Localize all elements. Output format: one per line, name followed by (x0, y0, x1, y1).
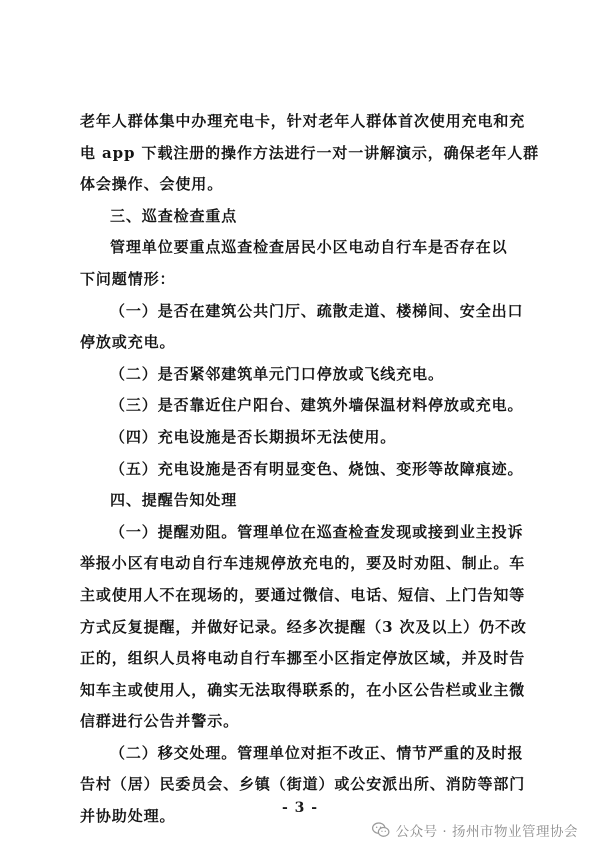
watermark (372, 819, 578, 841)
text-line: 管理单位要重点巡查检查居民小区电动自行车是否存在以 (110, 238, 508, 257)
text-line: （四）充电设施是否长期损坏无法使用。 (110, 427, 397, 446)
text-line: 知车主或使用人，确实无法取得联系的，在小区公告栏或业主微 (80, 680, 526, 699)
text-line: （一）是否在建筑公共门厅、疏散走道、楼梯间、安全出口 (110, 301, 524, 320)
wechat-icon (372, 822, 390, 838)
text-line: 正的，组织人员将电动自行车挪至小区指定停放区域，并及时告 (80, 649, 526, 668)
text-line: 举报小区有电动自行车违规停放充电的，要及时劝阻、制止。车 (80, 554, 526, 573)
text-line: 停放或充电。 (80, 333, 176, 352)
text-line: （一）提醒劝阻。管理单位在巡查检查发现或接到业主投诉 (110, 522, 524, 541)
text-line: 下问题情形： (80, 269, 176, 288)
section-heading: 三、巡查检查重点 (110, 206, 238, 225)
text-line: 信群进行公告并警示。 (80, 712, 240, 731)
section-heading: 四、提醒告知处理 (110, 491, 238, 510)
document-body (80, 106, 540, 833)
text-line: （三）是否靠近住户阳台、建筑外墙保温材料停放或充电。 (110, 396, 524, 415)
text-line: （五）充电设施是否有明显变色、烧蚀、变形等故障痕迹。 (110, 459, 524, 478)
text-line: 电 app 下载注册的操作方法进行一对一讲解演示，确保老年人群 (80, 143, 540, 162)
text-line: 方式反复提醒，并做好记录。经多次提醒（3 次及以上）仍不改 (80, 617, 527, 636)
text-line: 老年人群体集中办理充电卡，针对老年人群体首次使用充电和充 (80, 112, 526, 130)
text-line: （二）移交处理。管理单位对拒不改正、情节严重的及时报 (110, 743, 524, 762)
text-line: 告村（居）民委员会、乡镇（街道）或公安派出所、消防等部门 (80, 775, 526, 794)
text-line: 主或使用人不在现场的，要通过微信、电话、短信、上门告知等 (80, 585, 526, 604)
page-number: - 3 - (281, 800, 319, 816)
watermark-text: 公众号 · 扬州市物业管理协会 (395, 824, 578, 840)
text-line: 并协助处理。 (80, 807, 176, 826)
text-line: （二）是否紧邻建筑单元门口停放或飞线充电。 (110, 364, 444, 383)
text-line: 体会操作、会使用。 (80, 175, 224, 194)
